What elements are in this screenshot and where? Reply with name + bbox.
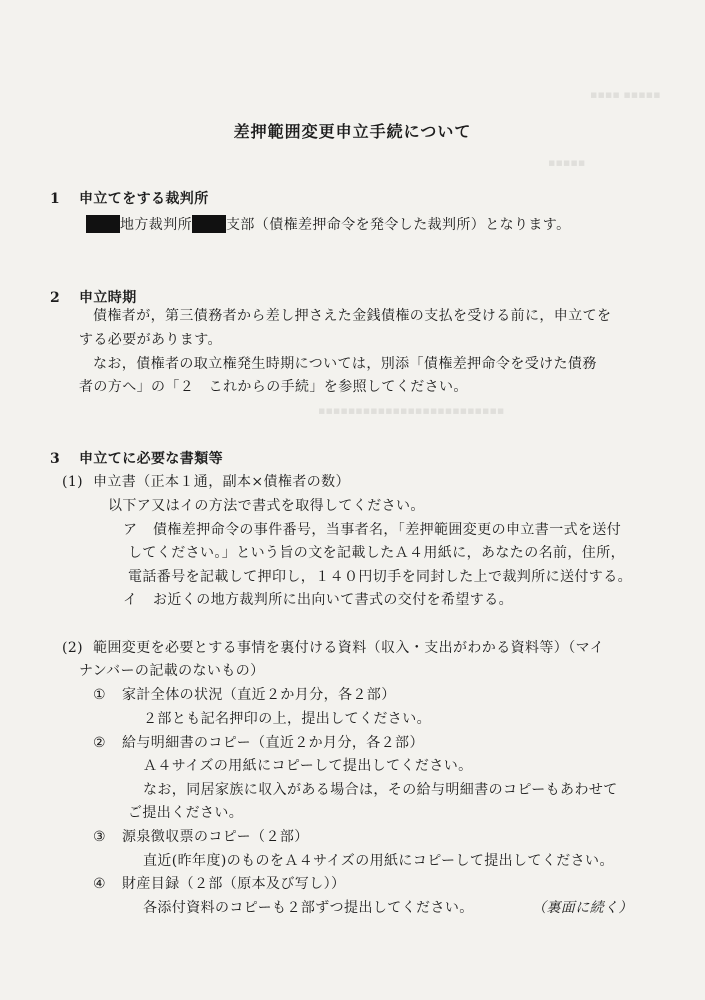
section-2-heading: 申立時期 bbox=[79, 290, 137, 306]
redaction-bar bbox=[192, 215, 226, 233]
item-c2-note: Ａ４サイズの用紙にコピーして提出してください。 bbox=[143, 758, 473, 774]
option-i-line: お近くの地方裁判所に出向いて書式の交付を希望する。 bbox=[153, 592, 513, 608]
court-text-2: 支部（債権差押命令を発令した裁判所）となります。 bbox=[226, 217, 571, 233]
item-2-text: 範囲変更を必要とする事情を裏付ける資料（収入・支出がわかる資料等）（マイ bbox=[93, 640, 605, 656]
option-a-mark: ア bbox=[123, 522, 138, 538]
section-3-heading: 申立てに必要な書類等 bbox=[79, 451, 223, 467]
section-2-number: 2 bbox=[50, 290, 61, 306]
circled-2: ② bbox=[93, 735, 106, 751]
bleed-through: ▪▪▪▪▪ bbox=[548, 156, 586, 169]
paragraph-line: 者の方へ」の「２ これからの手続」を参照してください。 bbox=[79, 379, 468, 395]
option-i-mark: イ bbox=[123, 592, 138, 608]
circled-4: ④ bbox=[93, 876, 106, 892]
section-1-number: 1 bbox=[50, 191, 61, 207]
circled-1: ① bbox=[93, 687, 106, 703]
option-a-line: 電話番号を記載して押印し，１４０円切手を同封した上で裁判所に送付する。 bbox=[128, 569, 632, 585]
section-3-number: 3 bbox=[50, 451, 61, 467]
item-2-text: ナンバーの記載のないもの） bbox=[79, 663, 265, 679]
court-text-1: 地方裁判所 bbox=[120, 217, 192, 233]
paragraph-line: する必要があります。 bbox=[79, 332, 222, 348]
item-c4-note: 各添付資料のコピーも２部ずつ提出してください。 bbox=[143, 900, 474, 916]
option-a-line: してください。」という旨の文を記載したＡ４用紙に，あなたの名前，住所， bbox=[128, 545, 625, 561]
item-1-number: (1) bbox=[62, 474, 84, 490]
item-1-intro: 以下ア又はイの方法で書式を取得してください。 bbox=[108, 498, 425, 514]
item-2-number: (2) bbox=[62, 640, 84, 656]
continued-note: （裏面に続く） bbox=[532, 900, 633, 916]
item-1-text: 申立書（正本１通，副本×債権者の数） bbox=[93, 474, 350, 490]
circled-3: ③ bbox=[93, 829, 106, 845]
paragraph-line: なお，債権者の取立権発生時期については，別添「債権差押命令を受けた債務 bbox=[93, 356, 597, 372]
item-c3-note: 直近(昨年度)のものをＡ４サイズの用紙にコピーして提出してください。 bbox=[143, 853, 614, 869]
redaction-bar bbox=[86, 215, 120, 233]
item-c3: 源泉徴収票のコピー（２部） bbox=[122, 829, 309, 845]
item-c2-note: ご提出ください。 bbox=[128, 805, 244, 821]
section-1-heading: 申立てをする裁判所 bbox=[79, 191, 209, 207]
item-c4: 財産目録（２部（原本及び写し）） bbox=[122, 876, 346, 892]
item-c2: 給与明細書のコピー（直近２か月分，各２部） bbox=[122, 735, 424, 751]
bleed-through: ▪▪▪▪▪▪▪▪▪▪▪▪▪▪▪▪▪▪▪▪▪▪▪▪▪ bbox=[318, 404, 505, 417]
document-title: 差押範囲変更申立手続について bbox=[233, 122, 472, 141]
paragraph-line: 債権者が，第三債務者から差し押さえた金銭債権の支払を受ける前に，申立てを bbox=[93, 308, 612, 324]
item-c1-note: ２部とも記名押印の上，提出してください。 bbox=[143, 711, 431, 727]
bleed-through: ▪▪▪▪ ▪▪▪▪▪ bbox=[590, 88, 661, 101]
option-a-line: 債権差押命令の事件番号，当事者名，「差押範囲変更の申立書一式を送付 bbox=[153, 522, 622, 538]
item-c2-note: なお，同居家族に収入がある場合は，その給与明細書のコピーもあわせて bbox=[143, 782, 618, 798]
court-line bbox=[86, 215, 570, 233]
item-c1: 家計全体の状況（直近２か月分，各２部） bbox=[122, 687, 396, 703]
